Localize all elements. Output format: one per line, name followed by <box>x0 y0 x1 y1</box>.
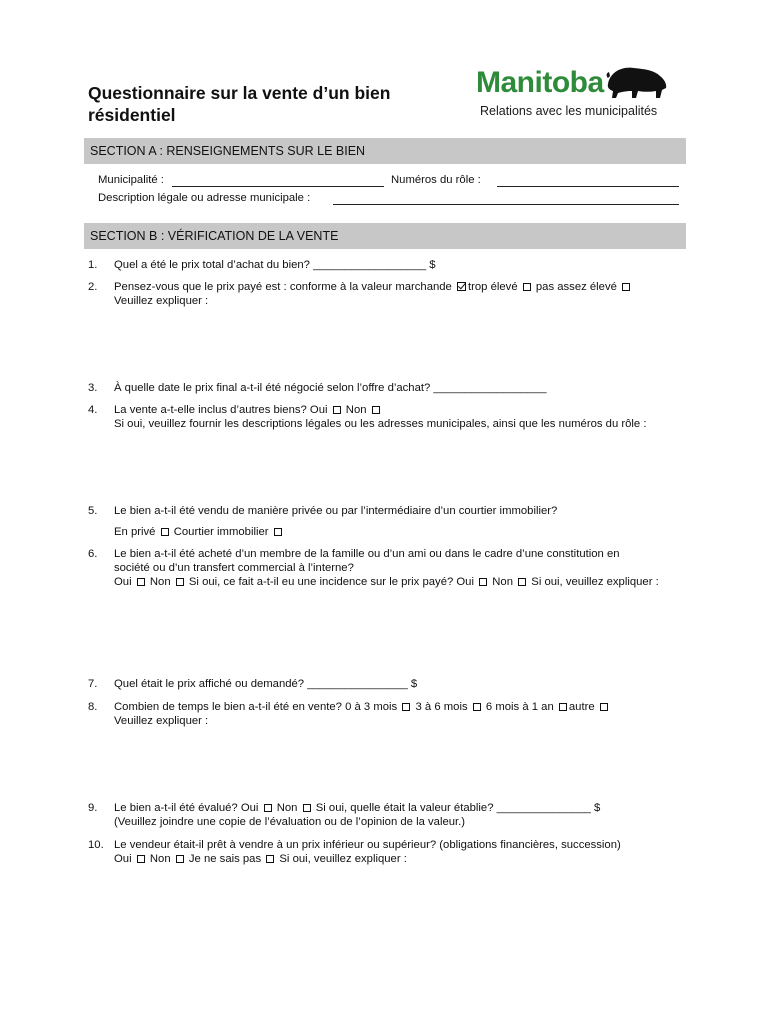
q2-explain: Veuillez expliquer : <box>114 295 209 307</box>
q10-option-no: Non <box>149 853 171 865</box>
q6-option-no: Non <box>149 576 171 588</box>
legal-description-field[interactable] <box>333 204 679 205</box>
q9-number: 9. <box>88 802 98 814</box>
q6-line3 <box>114 575 659 589</box>
form-title-line2: résidentiel <box>88 105 176 125</box>
checkbox-icon[interactable] <box>137 855 145 863</box>
q6-explain: Si oui, veuillez expliquer : <box>531 576 659 588</box>
q4-number: 4. <box>88 404 98 416</box>
q8-option-6-12: 6 mois à 1 an <box>485 701 554 713</box>
q5-number: 5. <box>88 505 98 517</box>
q4-line2: Si oui, veuillez fournir les descriptions légales ou les adresses municipales, ainsi que les numéros du rôle : <box>114 418 647 430</box>
checkbox-icon[interactable] <box>264 804 272 812</box>
q6-followup-no: Non <box>492 576 513 588</box>
checkbox-icon[interactable] <box>600 703 608 711</box>
q9-line <box>114 801 600 815</box>
q10-number: 10. <box>88 839 104 851</box>
section-a-header <box>84 138 686 164</box>
q9-text: Le bien a-t-il été évalué? Oui <box>114 802 259 814</box>
q8-explain: Veuillez expliquer : <box>114 715 209 727</box>
q9-followup: Si oui, quelle était la valeur établie? _______________ $ <box>315 802 601 814</box>
q6-followup: Si oui, ce fait a-t-il eu une incidence sur le prix payé? Oui <box>188 576 474 588</box>
q3-number: 3. <box>88 382 98 394</box>
checkbox-icon[interactable] <box>518 578 526 586</box>
q6-option-yes: Oui <box>114 576 132 588</box>
municipality-field[interactable] <box>172 186 384 187</box>
q6-number: 6. <box>88 548 98 560</box>
q10-line1: Le vendeur était-il prêt à vendre à un prix inférieur ou supérieur? (obligations financières, succession) <box>114 839 621 851</box>
q8-option-other: autre <box>568 701 595 713</box>
municipality-label: Municipalité : <box>98 174 164 186</box>
q5-options <box>114 525 284 539</box>
q5-option-broker: Courtier immobilier <box>173 526 269 538</box>
q2-option-low: pas assez élevé <box>535 281 617 293</box>
q4-option-no: Non <box>345 404 367 416</box>
roll-number-label: Numéros du rôle : <box>391 174 481 186</box>
q8-line <box>114 700 610 714</box>
q9-line2: (Veuillez joindre une copie de l’évaluation ou de l’opinion de la valeur.) <box>114 816 466 828</box>
q8-option-3-6: 3 à 6 mois <box>415 701 468 713</box>
checkbox-icon[interactable] <box>266 855 274 863</box>
checked-checkbox-icon[interactable] <box>457 282 466 291</box>
checkbox-icon[interactable] <box>523 283 531 291</box>
q5-option-private: En privé <box>114 526 156 538</box>
checkbox-icon[interactable] <box>176 855 184 863</box>
q2-option-high: trop élevé <box>467 281 518 293</box>
q2-text: Pensez-vous que le prix payé est : conforme à la valeur marchande <box>114 281 452 293</box>
q6-line1: Le bien a-t-il été acheté d’un membre de la famille ou d’un ami ou dans le cadre d’une constitution en <box>114 548 620 560</box>
checkbox-icon[interactable] <box>479 578 487 586</box>
logo-wordmark: Manitoba <box>476 66 604 99</box>
q4-text: La vente a-t-elle inclus d’autres biens? Oui <box>114 404 328 416</box>
section-a-title: SECTION A : RENSEIGNEMENTS SUR LE BIEN <box>90 144 366 158</box>
checkbox-icon[interactable] <box>333 406 341 414</box>
q7-number: 7. <box>88 678 98 690</box>
checkbox-icon[interactable] <box>137 578 145 586</box>
q10-option-unknown: Je ne sais pas <box>188 853 262 865</box>
q10-line2 <box>114 852 407 866</box>
checkbox-icon[interactable] <box>372 406 380 414</box>
q1-number: 1. <box>88 259 98 271</box>
q8-number: 8. <box>88 701 98 713</box>
bison-icon <box>604 64 670 100</box>
checkbox-icon[interactable] <box>559 703 567 711</box>
section-b-header <box>84 223 686 249</box>
manitoba-logo <box>476 64 676 124</box>
q4-line <box>114 403 382 417</box>
checkbox-icon[interactable] <box>473 703 481 711</box>
checkbox-icon[interactable] <box>274 528 282 536</box>
q9-option-no: Non <box>276 802 298 814</box>
q7-text: Quel était le prix affiché ou demandé? ________________ $ <box>114 678 418 690</box>
q10-option-yes: Oui <box>114 853 132 865</box>
checkbox-icon[interactable] <box>402 703 410 711</box>
q1-text: Quel a été le prix total d’achat du bien? __________________ $ <box>114 259 436 271</box>
roll-number-field[interactable] <box>497 186 679 187</box>
q3-text: À quelle date le prix final a-t-il été négocié selon l’offre d’achat? __________________ <box>114 382 547 394</box>
logo-subtitle: Relations avec les municipalités <box>480 104 658 118</box>
legal-description-label: Description légale ou adresse municipale : <box>98 192 311 204</box>
form-title <box>88 82 390 126</box>
q6-line2: société ou d’un transfert commercial à l’interne? <box>114 562 354 574</box>
checkbox-icon[interactable] <box>303 804 311 812</box>
q2-line <box>114 280 632 294</box>
checkbox-icon[interactable] <box>622 283 630 291</box>
q2-number: 2. <box>88 281 98 293</box>
q10-explain: Si oui, veuillez expliquer : <box>279 853 407 865</box>
form-title-line1: Questionnaire sur la vente d’un bien <box>88 83 391 103</box>
checkbox-icon[interactable] <box>176 578 184 586</box>
q8-text: Combien de temps le bien a-t-il été en vente? 0 à 3 mois <box>114 701 398 713</box>
checkbox-icon[interactable] <box>161 528 169 536</box>
q5-text: Le bien a-t-il été vendu de manière privée ou par l’intermédiaire d’un courtier immobilier? <box>114 505 558 517</box>
section-b-title: SECTION B : VÉRIFICATION DE LA VENTE <box>90 229 339 243</box>
